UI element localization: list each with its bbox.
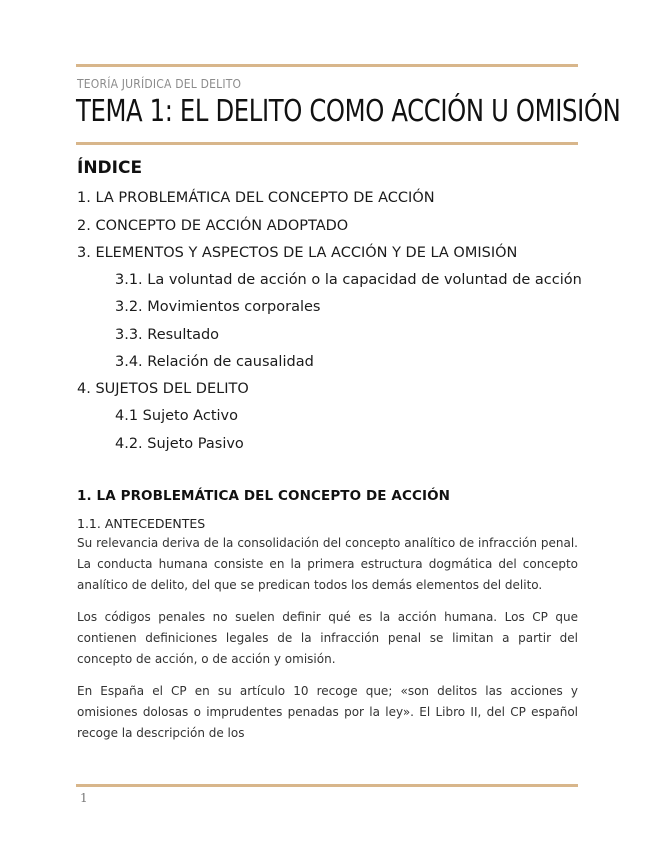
toc-heading: ÍNDICE xyxy=(77,158,143,178)
footer-rule xyxy=(76,784,578,787)
header-top-rule xyxy=(76,64,578,67)
header-bottom-rule xyxy=(76,142,578,145)
toc-subitem[interactable]: 4.1 Sujeto Activo xyxy=(115,408,238,424)
toc-item[interactable]: 1. LA PROBLEMÁTICA DEL CONCEPTO DE ACCIÓN xyxy=(77,190,435,206)
body-paragraph: Su relevancia deriva de la consolidación del concepto analítico de infracción penal. La conducta humana consiste en la primera estructura dogmática del concepto analítico de delito, del que se predican todos los demás elementos del delito. xyxy=(77,536,578,592)
toc-item[interactable]: 3. ELEMENTOS Y ASPECTOS DE LA ACCIÓN Y DE LA OMISIÓN xyxy=(77,245,518,261)
toc-subitem[interactable]: 3.2. Movimientos corporales xyxy=(115,299,321,315)
toc-item[interactable]: 2. CONCEPTO DE ACCIÓN ADOPTADO xyxy=(77,218,349,234)
toc-subitem[interactable]: 3.4. Relación de causalidad xyxy=(115,354,314,370)
body-paragraph: En España el CP en su artículo 10 recoge que; «son delitos las acciones y omisiones dolosas o imprudentes penadas por la ley». El Libro II, del CP español recoge la descripción de los xyxy=(77,684,578,740)
toc-subitem[interactable]: 3.3. Resultado xyxy=(115,327,220,343)
page-number: 1 xyxy=(80,791,88,805)
page-title: TEMA 1: EL DELITO COMO ACCIÓN U OMISIÓN xyxy=(76,94,621,129)
section-heading: 1. LA PROBLEMÁTICA DEL CONCEPTO DE ACCIÓN xyxy=(77,488,451,504)
subsection-heading: 1.1. ANTECEDENTES xyxy=(77,516,206,531)
body-paragraph: Los códigos penales no suelen definir qué es la acción humana. Los CP que contienen definiciones legales de la infracción penal se limitan a partir del concepto de acción, o de acción y omisión. xyxy=(77,610,578,666)
toc-subitem[interactable]: 3.1. La voluntad de acción o la capacidad de voluntad de acción xyxy=(115,272,582,288)
toc-subitem[interactable]: 4.2. Sujeto Pasivo xyxy=(115,436,244,452)
toc-item[interactable]: 4. SUJETOS DEL DELITO xyxy=(77,381,249,397)
document-subject-label: TEORÍA JURÍDICA DEL DELITO xyxy=(77,77,242,91)
